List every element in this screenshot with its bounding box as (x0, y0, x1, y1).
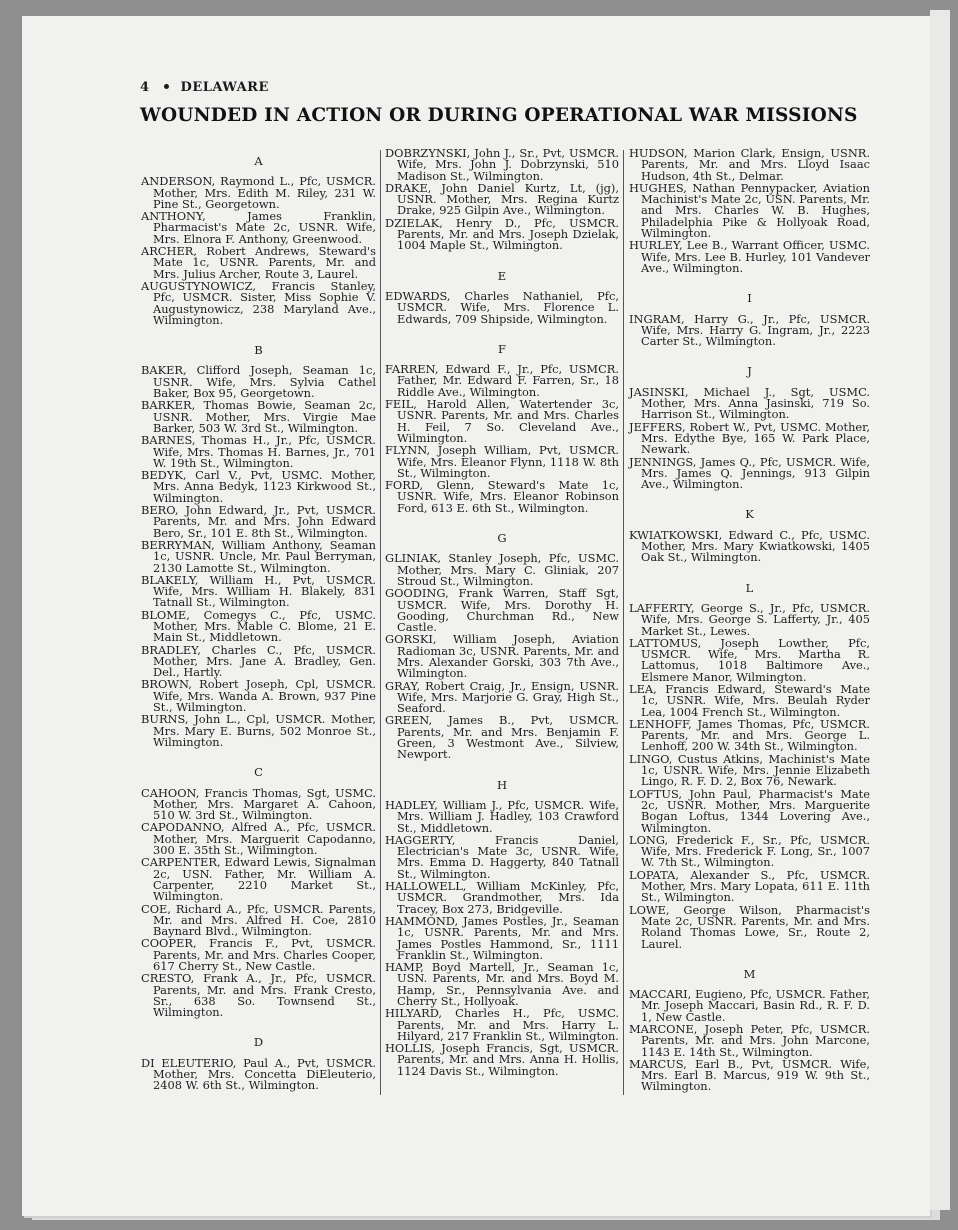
casualty-entry: BEDYK, Carl V., Pvt, USMC. Mother, Mrs. Anna Bedyk, 1123 Kirkwood St., Wilmington. (141, 468, 376, 505)
casualty-entry: DZIELAK, Henry D., Pfc, USMCR. Parents, Mr. and Mrs. Joseph Dzielak, 1004 Maple St., Wilmington. (385, 215, 619, 253)
casualty-entry: MARCUS, Earl B., Pvt, USMCR. Wife, Mrs. Earl B. Marcus, 919 W. 9th St., Wilmington. (629, 1056, 870, 1094)
casualty-entry: KWIATKOWSKI, Edward C., Pfc, USMC. Mother, Mrs. Mary Kwiatkowski, 1405 Oak St., Wilmington. (629, 527, 870, 565)
casualty-entry: HOLLIS, Joseph Francis, Sgt, USMCR. Parents, Mr. and Mrs. Anna H. Hollis, 1124 Davis St., Wilmington. (385, 1041, 619, 1078)
section-spacer (141, 327, 376, 337)
casualty-entry: HURLEY, Lee B., Warrant Officer, USMC. Wife, Mrs. Lee B. Hurley, 101 Vandever Ave., Wilmington. (629, 238, 870, 275)
casualty-entry: BERRYMAN, William Anthony, Seaman 1c, USNR. Uncle, Mr. Paul Berryman, 2130 Lamotte St., Wilmington. (141, 537, 376, 575)
section-spacer (629, 951, 870, 961)
casualty-entry: FORD, Glenn, Steward's Mate 1c, USNR. Wife, Mrs. Eleanor Robinson Ford, 613 E. 6th St., Wilmington. (385, 478, 619, 515)
casualty-entry: INGRAM, Harry G., Jr., Pfc, USMCR. Wife, Mrs. Harry G. Ingram, Jr., 2223 Carter St., Wilmington. (629, 311, 870, 349)
casualty-entry: LAFFERTY, George S., Jr., Pfc, USMCR. Wife, Mrs. George S. Lafferty, Jr., 405 Market St., Lewes. (629, 600, 870, 638)
casualty-entry: HALLOWELL, William McKinley, Pfc, USMCR. Grandmother, Mrs. Ida Tracey, Box 273, Bridgeville. (385, 879, 619, 916)
column-3 (629, 148, 870, 1094)
section-spacer (629, 491, 870, 501)
section-letter: B (254, 343, 263, 358)
casualty-entry: BARKER, Thomas Bowie, Seaman 2c, USNR. Mother, Mrs. Virgie Mae Barker, 503 W. 3rd St., Wilmington. (141, 398, 376, 435)
casualty-entry: CAHOON, Francis Thomas, Sgt, USMC. Mother, Mrs. Margaret A. Cahoon, 510 W. 3rd St., Wilmington. (141, 785, 376, 823)
column-2 (385, 148, 619, 1078)
casualty-entry: JENNINGS, James Q., Pfc, USMCR. Wife, Mrs. James Q. Jennings, 913 Gilpin Ave., Wilmington. (629, 454, 870, 492)
casualty-entry: COOPER, Francis F., Pvt, USMCR. Parents, Mr. and Mrs. Charles Cooper, 617 Cherry St., New Castle. (141, 936, 376, 973)
casualty-entry: GOODING, Frank Warren, Staff Sgt, USMCR. Wife, Mrs. Dorothy H. Gooding, Churchman Rd., New Castle. (385, 586, 619, 635)
casualty-entry: MACCARI, Eugieno, Pfc, USMCR. Father, Mr. Joseph Maccari, Basin Rd., R. F. D. 1, New Castle. (629, 987, 870, 1024)
section-spacer (385, 762, 619, 772)
casualty-entry: LATTOMUS, Joseph Lowther, Pfc, USMCR. Wife, Mrs. Martha R. Lattomus, 1018 Baltimore Ave., Elsmere Manor, Wilmington. (629, 635, 870, 684)
casualty-entry: BERO, John Edward, Jr., Pvt, USMCR. Parents, Mr. and Mrs. John Edward Bero, Sr., 101 E. 8th St., Wilmington. (141, 503, 376, 540)
casualty-entry: EDWARDS, Charles Nathaniel, Pfc, USMCR. Wife, Mrs. Florence L. Edwards, 709 Shipside, Wilmington. (385, 288, 619, 326)
section-letter: E (497, 268, 507, 283)
casualty-entry: BURNS, John L., Cpl, USMCR. Mother, Mrs. Mary E. Burns, 502 Monroe St., Wilmington. (141, 712, 376, 749)
section-spacer (141, 749, 376, 759)
section-letter: M (743, 966, 756, 981)
section-letter: D (253, 1035, 264, 1050)
section-letter: C (254, 765, 263, 780)
casualty-entry: DOBRZYNSKI, John J., Sr., Pvt, USMCR. Wife, Mrs. John J. Dobrzynski, 510 Madison St., Wilmington. (385, 146, 619, 183)
casualty-entry: HAMP, Boyd Martell, Jr., Seaman 1c, USN. Parents, Mr. and Mrs. Boyd M. Hamp, Sr., Pennsylvania Ave. and Cherry St., Hollyoak. (385, 960, 619, 1008)
section-spacer (141, 1019, 376, 1029)
casualty-entry: LONG, Frederick F., Sr., Pfc, USMCR. Wife, Mrs. Frederick F. Long, Sr., 1007 W. 7th St., Wilmington. (629, 832, 870, 870)
casualty-entry: DI ELEUTERIO, Paul A., Pvt, USMCR. Mother, Mrs. Concetta DiEleuterio, 2408 W. 6th St., Wilmington. (141, 1055, 376, 1093)
casualty-entry: LENHOFF, James Thomas, Pfc, USMCR. Parents, Mr. and Mrs. George L. Lenhoff, 200 W. 34th St., Wilmington. (629, 716, 870, 754)
section-spacer (629, 348, 870, 358)
page-number: 4 (140, 80, 150, 95)
casualty-entry: LEA, Francis Edward, Steward's Mate 1c, USNR. Wife, Mrs. Beulah Ryder Lea, 1004 French St., Wilmington. (629, 681, 870, 719)
casualty-entry: CAPODANNO, Alfred A., Pfc, USMCR. Mother, Mrs. Marguerit Capodanno, 300 E. 35th St., Wilmington. (141, 820, 376, 858)
section-letter: J (747, 364, 752, 379)
section-spacer (385, 253, 619, 263)
casualty-entry: FLYNN, Joseph William, Pvt, USMCR. Wife, Mrs. Eleanor Flynn, 1118 W. 8th St., Wilmington. (385, 443, 619, 480)
casualty-entry: BRADLEY, Charles C., Pfc, USMCR. Mother, Mrs. Jane A. Bradley, Gen. Del., Hartly. (141, 642, 376, 680)
bullet-dot-icon (164, 84, 169, 89)
casualty-entry: GREEN, James B., Pvt, USMCR. Parents, Mr. and Mrs. Benjamin F. Green, 3 Westmont Ave., Silview, Newport. (385, 713, 619, 762)
section-letter: L (745, 580, 754, 595)
casualty-entry: GORSKI, William Joseph, Aviation Radioman 3c, USNR. Parents, Mr. and Mrs. Alexander Gorski, 303 7th Ave., Wilmington. (385, 632, 619, 681)
casualty-entry: FEIL, Harold Allen, Watertender 3c, USNR. Parents, Mr. and Mrs. Charles H. Feil, 7 So. Cleveland Ave., Wilmington. (385, 397, 619, 445)
casualty-entry: ANTHONY, James Franklin, Pharmacist's Mate 2c, USNR. Wife, Mrs. Elnora F. Anthony, Greenwood. (141, 209, 376, 246)
casualty-entry: HUDSON, Marion Clark, Ensign, USNR. Parents, Mr. and Mrs. Lloyd Isaac Hudson, 4th St., Delmar. (629, 146, 870, 183)
casualty-entry: LOPATA, Alexander S., Pfc, USMCR. Mother, Mrs. Mary Lopata, 611 E. 11th St., Wilmington. (629, 867, 870, 905)
casualty-entry: CARPENTER, Edward Lewis, Signalman 2c, USN. Father, Mr. William A. Carpenter, 2210 Market St., Wilmington. (141, 855, 376, 904)
casualty-entry: BLOME, Comegys C., Pfc, USMC. Mother, Mrs. Mable C. Blome, 21 E. Main St., Middletown. (141, 607, 376, 645)
section-spacer (629, 275, 870, 285)
casualty-entry: BARNES, Thomas H., Jr., Pfc, USMCR. Wife, Mrs. Thomas H. Barnes, Jr., 701 W. 19th St., Wilmington. (141, 433, 376, 470)
casualty-entry: HADLEY, William J., Pfc, USMCR. Wife, Mrs. William J. Hadley, 103 Crawford St., Middletown. (385, 797, 619, 835)
casualty-entry: FARREN, Edward F., Jr., Pfc, USMCR. Father, Mr. Edward F. Farren, Sr., 18 Riddle Ave., Wilmington. (385, 362, 619, 399)
section-spacer (629, 565, 870, 575)
casualty-entry: AUGUSTYNOWICZ, Francis Stanley, Pfc, USMCR. Sister, Miss Sophie V. Augustynowicz, 238 Maryland Ave., Wilmington. (141, 278, 376, 327)
section-letter: G (497, 531, 507, 546)
casualty-entry: BLAKELY, William H., Pvt, USMCR. Wife, Mrs. William H. Blakely, 831 Tatnall St., Wilmington. (141, 572, 376, 610)
casualty-entry: ARCHER, Robert Andrews, Steward's Mate 1c, USNR. Parents, Mr. and Mrs. Julius Archer, Route 3, Laurel. (141, 244, 376, 281)
section-spacer (385, 326, 619, 336)
casualty-entry: LINGO, Custus Atkins, Machinist's Mate 1c, USNR. Wife, Mrs. Jennie Elizabeth Lingo, R. F. D. 2, Box 76, Newark. (629, 751, 870, 789)
casualty-entry: BROWN, Robert Joseph, Cpl, USMCR. Wife, Mrs. Wanda A. Brown, 937 Pine St., Wilmington. (141, 677, 376, 715)
casualty-entry: HILYARD, Charles H., Pfc, USMC. Parents, Mr. and Mrs. Harry L. Hilyard, 217 Franklin St., Wilmington. (385, 1006, 619, 1043)
casualty-entry: HAMMOND, James Postles, Jr., Seaman 1c, USNR. Parents, Mr. and Mrs. James Postles Hammond, Sr., 1111 Franklin St., Wilmington. (385, 913, 619, 962)
column-rule-2 (623, 150, 624, 1095)
casualty-entry: LOWE, George Wilson, Pharmacist's Mate 2c, USNR. Parents, Mr. and Mrs. Roland Thomas Lowe, Sr., Route 2, Laurel. (629, 902, 870, 951)
casualty-entry: BAKER, Clifford Joseph, Seaman 1c, USNR. Wife, Mrs. Sylvia Cathel Baker, Box 95, Georgetown. (141, 363, 376, 401)
section-spacer (385, 515, 619, 525)
casualty-entry: JEFFERS, Robert W., Pvt, USMC. Mother, Mrs. Edythe Bye, 165 W. Park Place, Newark. (629, 419, 870, 457)
casualty-entry: CRESTO, Frank A., Jr., Pfc, USMCR. Parents, Mr. and Mrs. Frank Cresto, Sr., 638 So. Townsend St., Wilmington. (141, 971, 376, 1020)
column-1 (141, 148, 376, 1093)
casualty-entry: LOFTUS, John Paul, Pharmacist's Mate 2c, USNR. Mother, Mrs. Marguerite Bogan Loftus, 1344 Lovering Ave., Wilmington. (629, 786, 870, 835)
page-title: WOUNDED IN ACTION OR DURING OPERATIONAL WAR MISSIONS (140, 105, 858, 126)
column-rule-1 (380, 150, 381, 1095)
casualty-entry: GRAY, Robert Craig, Jr., Ensign, USNR. Wife, Mrs. Marjorie G. Gray, High St., Seaford. (385, 678, 619, 716)
casualty-entry: HUGHES, Nathan Pennypacker, Aviation Machinist's Mate 2c, USN. Parents, Mr. and Mrs. Charles W. B. Hughes, Philadelphia Pike & Hollyoak Road, Wilmington. (629, 180, 870, 241)
running-header (140, 80, 269, 95)
casualty-entry: ANDERSON, Raymond L., Pfc, USMCR. Mother, Mrs. Edith M. Riley, 231 W. Pine St., Georgetown. (141, 174, 376, 211)
section-letter: A (254, 154, 263, 168)
casualty-entry: MARCONE, Joseph Peter, Pfc, USMCR. Parents, Mr. and Mrs. John Marcone, 1143 E. 14th St., Wilmington. (629, 1022, 870, 1059)
section-letter: I (747, 291, 752, 306)
casualty-entry: JASINSKI, Michael J., Sgt, USMC. Mother, Mrs. Anna Jasinski, 719 So. Harrison St., Wilmington. (629, 384, 870, 422)
casualty-entry: DRAKE, John Daniel Kurtz, Lt, (jg), USNR. Mother, Mrs. Regina Kurtz Drake, 925 Gilpin Ave., Wilmington. (385, 180, 619, 218)
section-letter: K (745, 507, 754, 522)
casualty-entry: GLINIAK, Stanley Joseph, Pfc, USMC. Mother, Mrs. Mary C. Gliniak, 207 Stroud St., Wilmington. (385, 551, 619, 588)
section-letter: F (498, 341, 506, 356)
state-name: DELAWARE (180, 80, 269, 95)
page-edge (930, 10, 950, 1210)
section-letter: H (496, 777, 508, 792)
casualty-entry: COE, Richard A., Pfc, USMCR. Parents, Mr. and Mrs. Alfred H. Coe, 2810 Baynard Blvd., Wilmington. (141, 901, 376, 939)
casualty-entry: HAGGERTY, Francis Daniel, Electrician's Mate 3c, USNR. Wife, Mrs. Emma D. Haggerty, 840 Tatnall St., Wilmington. (385, 832, 619, 881)
